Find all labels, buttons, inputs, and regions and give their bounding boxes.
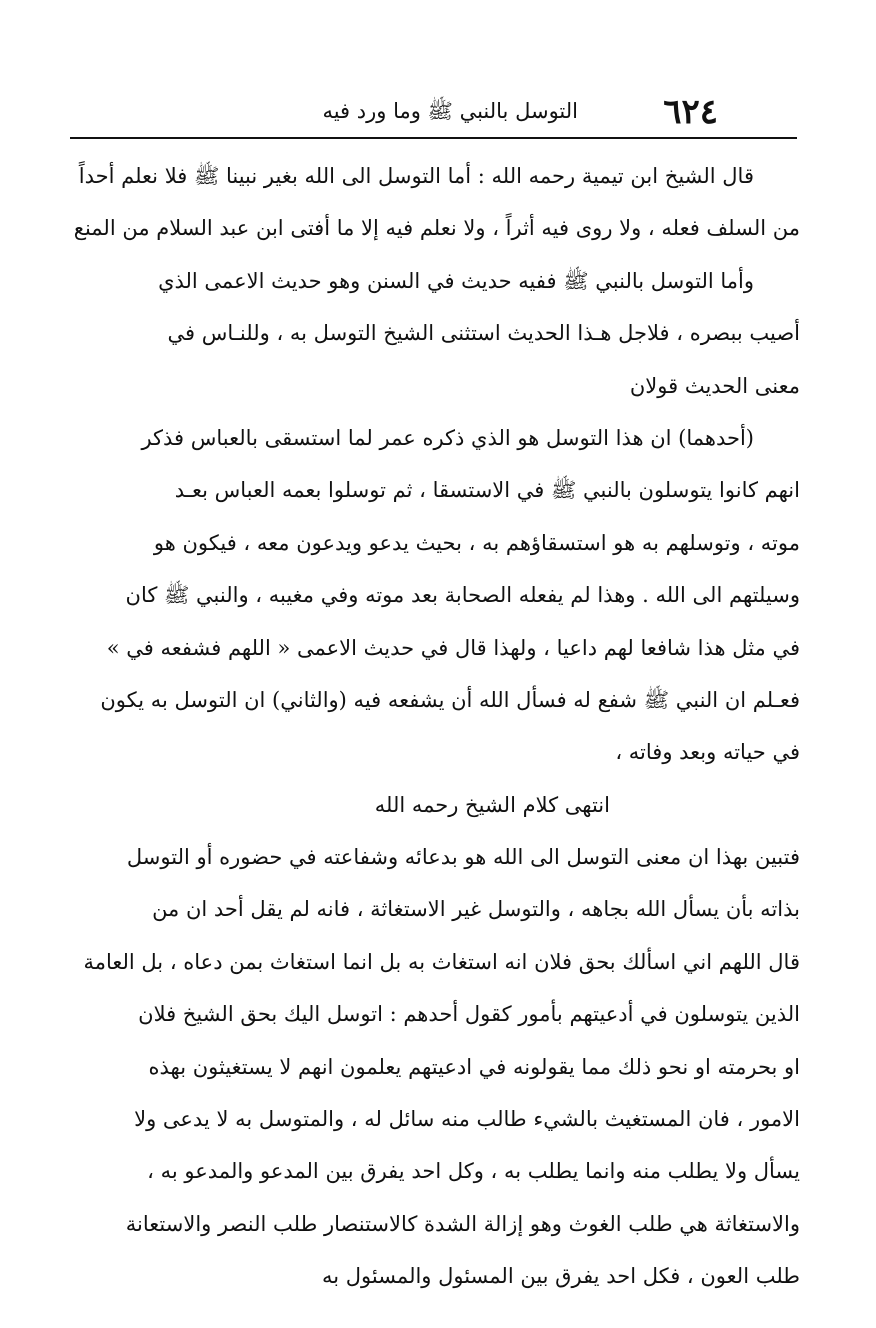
text-line: انتهى كلام الشيخ رحمه الله (374, 792, 610, 817)
text-line: طلب العون ، فكل احد يفرق بين المسئول والمسئول به (321, 1264, 800, 1289)
running-title: التوسل بالنبي ﷺ وما ورد فيه (322, 99, 578, 123)
text-line: أصيب ببصره ، فلاجل هـذا الحديث استثنى الشيخ التوسل به ، وللنـاس في (167, 321, 800, 346)
text-line: فتبين بهذا ان معنى التوسل الى الله هو بدعائه وشفاعته في حضوره أو التوسل (126, 845, 800, 870)
text-line: الذين يتوسلون في أدعيتهم بأمور كقول أحدهم : اتوسل اليك بحق الشيخ فلان (138, 1002, 800, 1027)
page-number: ٦٢٤ (663, 92, 718, 132)
text-line: او بحرمته او نحو ذلك مما يقولونه في ادعيتهم يعلمون انهم لا يستغيثون بهذه (148, 1054, 800, 1079)
text-line: انهم كانوا يتوسلون بالنبي ﷺ في الاستسقا ، ثم توسلوا بعمه العباس بعـد (174, 478, 800, 503)
text-line: بذاته بأن يسأل الله بجاهه ، والتوسل غير الاستغاثة ، فانه لم يقل أحد ان من (152, 897, 800, 922)
text-line: موته ، وتوسلهم به هو استسقاؤهم به ، بحيث يدعو ويدعون معه ، فيكون هو (153, 530, 800, 555)
header-rule (70, 137, 797, 139)
text-line: معنى الحديث قولان (629, 373, 800, 398)
text-line: (أحدهما) ان هذا التوسل هو الذي ذكره عمر لما استسقى بالعباس فذكر (141, 425, 754, 450)
text-line: الامور ، فان المستغيث بالشيء طالب منه سائل له ، والمتوسل به لا يدعى ولا (134, 1107, 800, 1132)
body-text (70, 150, 800, 1303)
text-line: والاستغاثة هي طلب الغوث وهو إزالة الشدة كالاستنصار طلب النصر والاستعانة (125, 1211, 800, 1236)
text-line: قال اللهم اني اسألك بحق فلان انه استغاث به بل انما استغاث بمن دعاه ، بل العامة (83, 949, 800, 974)
text-line: قال الشيخ ابن تيمية رحمه الله : أما التوسل الى الله بغير نبينا ﷺ فلا نعلم أحداً (78, 164, 754, 188)
page-header (248, 92, 718, 142)
text-line: في مثل هذا شافعا لهم داعيا ، ولهذا قال في حديث الاعمى « اللهم فشفعه في » (106, 635, 800, 660)
text-line: في حياته وبعد وفاته ، (615, 740, 800, 765)
text-line: يسأل ولا يطلب منه وانما يطلب به ، وكل احد يفرق بين المدعو والمدعو به ، (147, 1159, 800, 1184)
text-line: وأما التوسل بالنبي ﷺ ففيه حديث في السنن وهو حديث الاعمى الذي (158, 268, 754, 293)
text-line: وسيلتهم الى الله . وهذا لم يفعله الصحابة بعد موته وفي مغيبه ، والنبي ﷺ كان (125, 583, 800, 608)
text-line: فعـلم ان النبي ﷺ شفع له فسأل الله أن يشفعه فيه (والثاني) ان التوسل به يكون (100, 687, 800, 712)
text-line: من السلف فعله ، ولا روى فيه أثراً ، ولا نعلم فيه إلا ما أفتى ابن عبد السلام من المنع (73, 216, 800, 241)
